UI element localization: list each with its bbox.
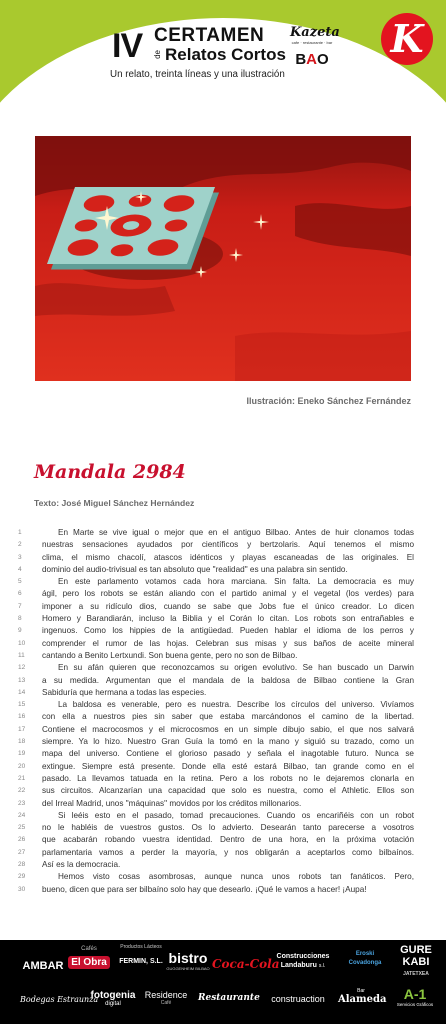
line-text: bueno, dicen que para ser bilbaíno solo hay que desearlo. ¡Qué le vamos a hacer! ¡Aupa! — [42, 884, 367, 894]
line-text: nuestras sensaciones ayudados por científicos y bertzolaris. Aquí tenemos el mismo — [42, 540, 414, 550]
line-number: 23 — [18, 799, 26, 807]
line-text: Si leéis esto en el pasado, tomad precauciones. Cuando os encariñéis con un robot — [58, 810, 414, 820]
line-number: 7 — [18, 602, 22, 610]
line-text: a su medida. Argumentan que el mandala de la baldosa de Bilbao contiene la Gran — [42, 675, 414, 685]
line-text: pasado. La llevamos tatuada en la retina. Pero a los robots no le dejaremos clonarla en — [42, 773, 414, 783]
story-line — [18, 785, 414, 797]
sponsor-construaction: construaction — [271, 994, 325, 1004]
line-number: 25 — [18, 824, 26, 832]
line-number: 8 — [18, 615, 22, 623]
sponsor-eroski-covadonga: Eroski Covadonga — [348, 951, 382, 966]
line-text: extingue. Siempre está presente. Donde ella esté estará Bilbao, tan grande como en el — [42, 761, 414, 771]
line-text: sus circuitos. Alcanzarían una capacidad que solo es nuestra, como el Athletic. Ellos son — [42, 786, 414, 796]
contest-header-logo — [110, 25, 340, 80]
line-text: En su afán quieren que reconozcamos su origen evolutivo. Se han buscado un Darwin — [58, 663, 414, 673]
sponsor-coca-cola: Coca-Cola — [212, 957, 280, 971]
line-text: cantando a Benito Lertxundi. Son buena gente, pero no son de Bilbao. — [42, 650, 298, 660]
story-line — [18, 711, 414, 723]
kazeta-logo: Kazeta cafe · restaurante · bar — [290, 25, 340, 45]
line-number: 1 — [18, 529, 22, 536]
line-number: 11 — [18, 651, 25, 659]
line-number: 15 — [18, 701, 26, 709]
line-number: 18 — [18, 738, 26, 746]
sponsor-ambar: AMBAR — [22, 960, 64, 972]
story-line — [18, 564, 414, 576]
line-number: 5 — [18, 578, 22, 586]
sponsor-bodegas-estraunza: Bodegas Estraunza — [20, 995, 99, 1004]
header-certamen: CERTAMEN — [154, 25, 265, 46]
line-text: imponer a su ridículo dios, cuando se sabe que Jobs fue el único creador. Lo dicen — [42, 601, 414, 611]
story-line — [18, 724, 414, 736]
sponsor-restaurante: Restaurante — [198, 993, 260, 1003]
line-number: 24 — [18, 811, 26, 819]
line-text: que acabarán robando vuestra identidad. Dentro de una hora, en la próxima votación — [42, 835, 414, 845]
line-text: dominio del audio-trivisual es tan absoluto que "realidad" es una palabra sin sentido. — [42, 564, 348, 574]
story-line — [18, 613, 414, 625]
line-number: 2 — [18, 541, 22, 549]
story-line — [18, 699, 414, 711]
header-tagline: Un relato, treinta líneas y una ilustración — [110, 69, 285, 80]
header-de: de — [153, 50, 162, 59]
line-number: 19 — [18, 750, 26, 758]
sponsor-bistro: bistro GUGGENHEIM BILBAO — [166, 950, 210, 971]
line-text: Homero y Barandiarán, incluso la Biblia y el Corán lo citan. Los robots son entrañables e — [42, 614, 414, 624]
story-line — [18, 773, 414, 785]
sponsor-alameda: Bar Alameda — [338, 988, 387, 1005]
line-text: no le habléis de vuestros gustos. Os lo advierto. Desearán tanto parecerse a vosotros — [42, 823, 414, 833]
story-line — [18, 822, 414, 834]
sponsor-a1: A-1 Servicios Gráficos — [396, 986, 434, 1007]
line-number: 16 — [18, 713, 26, 721]
story-line — [18, 675, 414, 687]
k-badge-logo: K — [381, 13, 433, 65]
story-line — [18, 871, 414, 883]
line-number: 27 — [18, 848, 26, 856]
story-body — [18, 527, 414, 896]
story-line — [18, 662, 414, 674]
line-text: parlamentaria vamos a perder la mayoría, y nos obligarán a aceptarlos como bilbaínos. — [42, 847, 414, 857]
line-number: 4 — [18, 565, 22, 573]
line-text: con ella a nuestros pies sin saber que estaba marcándonos el camino de la libertad. — [42, 712, 414, 722]
story-line — [18, 884, 414, 896]
sponsor-fotogenia: fotogenia digital — [90, 990, 136, 1007]
story-line — [18, 761, 414, 773]
illustration-credit: Ilustración: Eneko Sánchez Fernández — [246, 396, 411, 406]
line-number: 9 — [18, 627, 22, 635]
bao-logo: BAO — [295, 51, 329, 68]
line-text: En Marte se vive igual o mejor que en el antiguo Bilbao. Antes de huir clonamos todas — [58, 528, 414, 537]
story-line — [18, 810, 414, 822]
line-number: 20 — [18, 762, 26, 770]
line-text: siempre. Ya lo hizo. Nuestro Gran Guía la tomó en la mano y siguió su trazado, como un — [42, 737, 414, 747]
story-line — [18, 834, 414, 846]
line-number: 30 — [18, 885, 26, 893]
story-line — [18, 687, 414, 699]
mandala-tile-illustration — [35, 136, 411, 381]
story-line — [18, 527, 414, 539]
line-text: ágil, pero los robots se están aliando con el partido animal y el vegetal (los verdes) para — [42, 589, 414, 599]
line-text: mapa del universo. Contiene el glorioso pasado y señala el inagotable futuro. Nunca se — [42, 749, 414, 759]
sponsor-landaburu: Construcciones Landaburu s.l. — [276, 953, 330, 969]
story-line — [18, 638, 414, 650]
header-relatos-cortos: Relatos Cortos — [165, 45, 286, 64]
line-number: 6 — [18, 590, 22, 598]
line-text: comprender el rumor de las hojas. Celebran sus misas y sus baños de aceite mineral — [42, 638, 414, 648]
sponsor-gure-kabi: GURE KABI JATETXEA — [400, 944, 432, 977]
line-number: 13 — [18, 676, 26, 684]
line-number: 10 — [18, 639, 26, 647]
line-text: Hemos visto cosas asombrosas, aunque nunca unos robots tan fanáticos. Pero, — [58, 872, 414, 882]
line-number: 17 — [18, 725, 26, 733]
story-line — [18, 650, 414, 662]
line-number: 12 — [18, 664, 26, 672]
story-line — [18, 576, 414, 588]
story-line — [18, 588, 414, 600]
line-number: 29 — [18, 873, 26, 881]
story-line — [18, 859, 414, 871]
story-author-credit: Texto: José Miguel Sánchez Hernández — [34, 498, 195, 508]
story-line — [18, 736, 414, 748]
story-line — [18, 847, 414, 859]
story-line — [18, 601, 414, 613]
line-text: La baldosa es venerable, pero es nuestra. Describe los círculos del universo. Vivíamos — [58, 700, 414, 710]
story-title: Mandala 2984 — [34, 461, 186, 483]
story-line — [18, 539, 414, 551]
sponsor-fermin: Productos Lácteos FERMIN, S.L. — [119, 944, 163, 965]
story-line — [18, 748, 414, 760]
line-text: Sabiduría que hermana a todas las especies. — [42, 687, 207, 697]
sponsors-footer — [0, 940, 446, 1024]
line-number: 22 — [18, 787, 26, 795]
line-number: 21 — [18, 774, 26, 782]
line-text: del Irreal Madrid, unos "máquinas" movidos por los créditos millonarios. — [42, 798, 302, 808]
line-number: 14 — [18, 688, 26, 696]
line-number: 26 — [18, 836, 26, 844]
line-number: 28 — [18, 861, 26, 869]
sponsor-residence: Residence Café — [144, 990, 188, 1006]
story-line — [18, 798, 414, 810]
header-roman-numeral: IV — [112, 27, 143, 65]
line-text: Contiene el macrocosmos y el microcosmos en un simple dibujo sabio, el que nos salvará — [42, 724, 414, 734]
line-text: ingenuos. Como los hippies de la antigüedad. Pueden hablar el idioma de los perros y — [42, 626, 414, 636]
line-text: clima, el mismo chacolí, atascos idénticos y playas escaneadas de las originales. El — [42, 552, 414, 562]
story-line — [18, 625, 414, 637]
line-number: 3 — [18, 553, 22, 561]
sponsor-el-obra: Cafés El Obra — [68, 946, 110, 970]
story-line — [18, 552, 414, 564]
line-text: Así es la democracia. — [42, 860, 121, 870]
line-text: En este parlamento votamos cada hora marciana. Sin falta. La democracia es muy — [58, 577, 414, 587]
